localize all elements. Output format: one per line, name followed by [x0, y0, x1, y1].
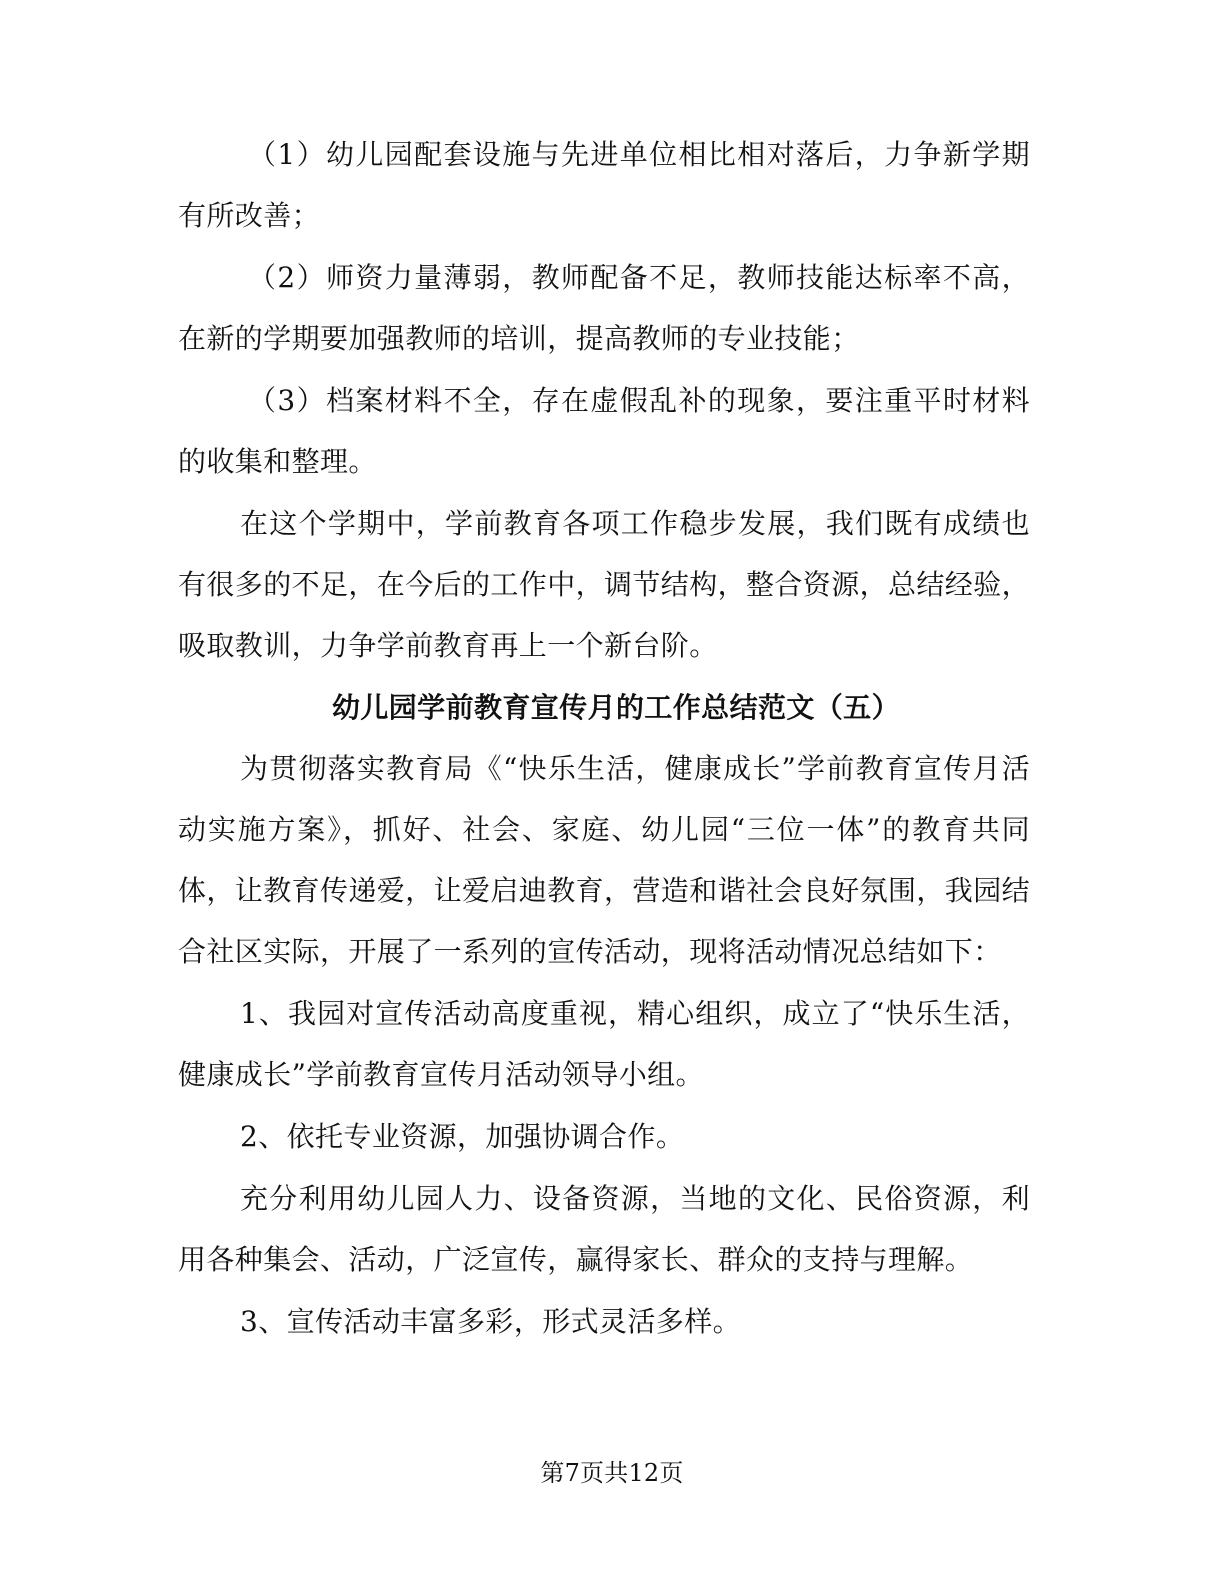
paragraph-point-1: 1、我园对宣传活动高度重视，精心组织，成立了“快乐生活，健康成长”学前教育宣传月活动领导小组。 [178, 997, 1030, 1091]
paragraph-summary: 在这个学期中，学前教育各项工作稳步发展，我们既有成绩也有很多的不足，在今后的工作中，调节结构，整合资源，总结经验，吸取教训，力争学前教育再上一个新台阶。 [178, 507, 1031, 662]
document-body [178, 124, 1030, 1353]
section-title: 幼儿园学前教育宣传月的工作总结范文（五） [331, 691, 900, 724]
paragraph-intro: 为贯彻落实教育局《“快乐生活，健康成长”学前教育宣传月活动实施方案》，抓好、社会、家庭、幼儿园“三位一体”的教育共同体，让教育传递爱，让爱启迪教育，营造和谐社会良好氛围，我园结合社区实际，开展了一系列的宣传活动，现将活动情况总结如下： [178, 752, 1031, 968]
paragraph-resources: 充分利用幼儿园人力、设备资源，当地的文化、民俗资源，利用各种集会、活动，广泛宣传，赢得家长、群众的支持与理解。 [178, 1182, 1030, 1276]
paragraph-item-1: （1）幼儿园配套设施与先进单位相比相对落后，力争新学期有所改善； [178, 138, 1030, 232]
paragraph-item-2: （2）师资力量薄弱，教师配备不足，教师技能达标率不高，在新的学期要加强教师的培训，提高教师的专业技能； [178, 261, 1030, 355]
paragraph-item-3: （3）档案材料不全，存在虚假乱补的现象，要注重平时材料的收集和整理。 [178, 384, 1030, 478]
paragraph-point-2: 2、依托专业资源，加强协调合作。 [240, 1120, 685, 1153]
page-number-footer: 第7页共12页 [540, 1459, 684, 1487]
paragraph-point-3: 3、宣传活动丰富多彩，形式灵活多样。 [240, 1305, 742, 1338]
